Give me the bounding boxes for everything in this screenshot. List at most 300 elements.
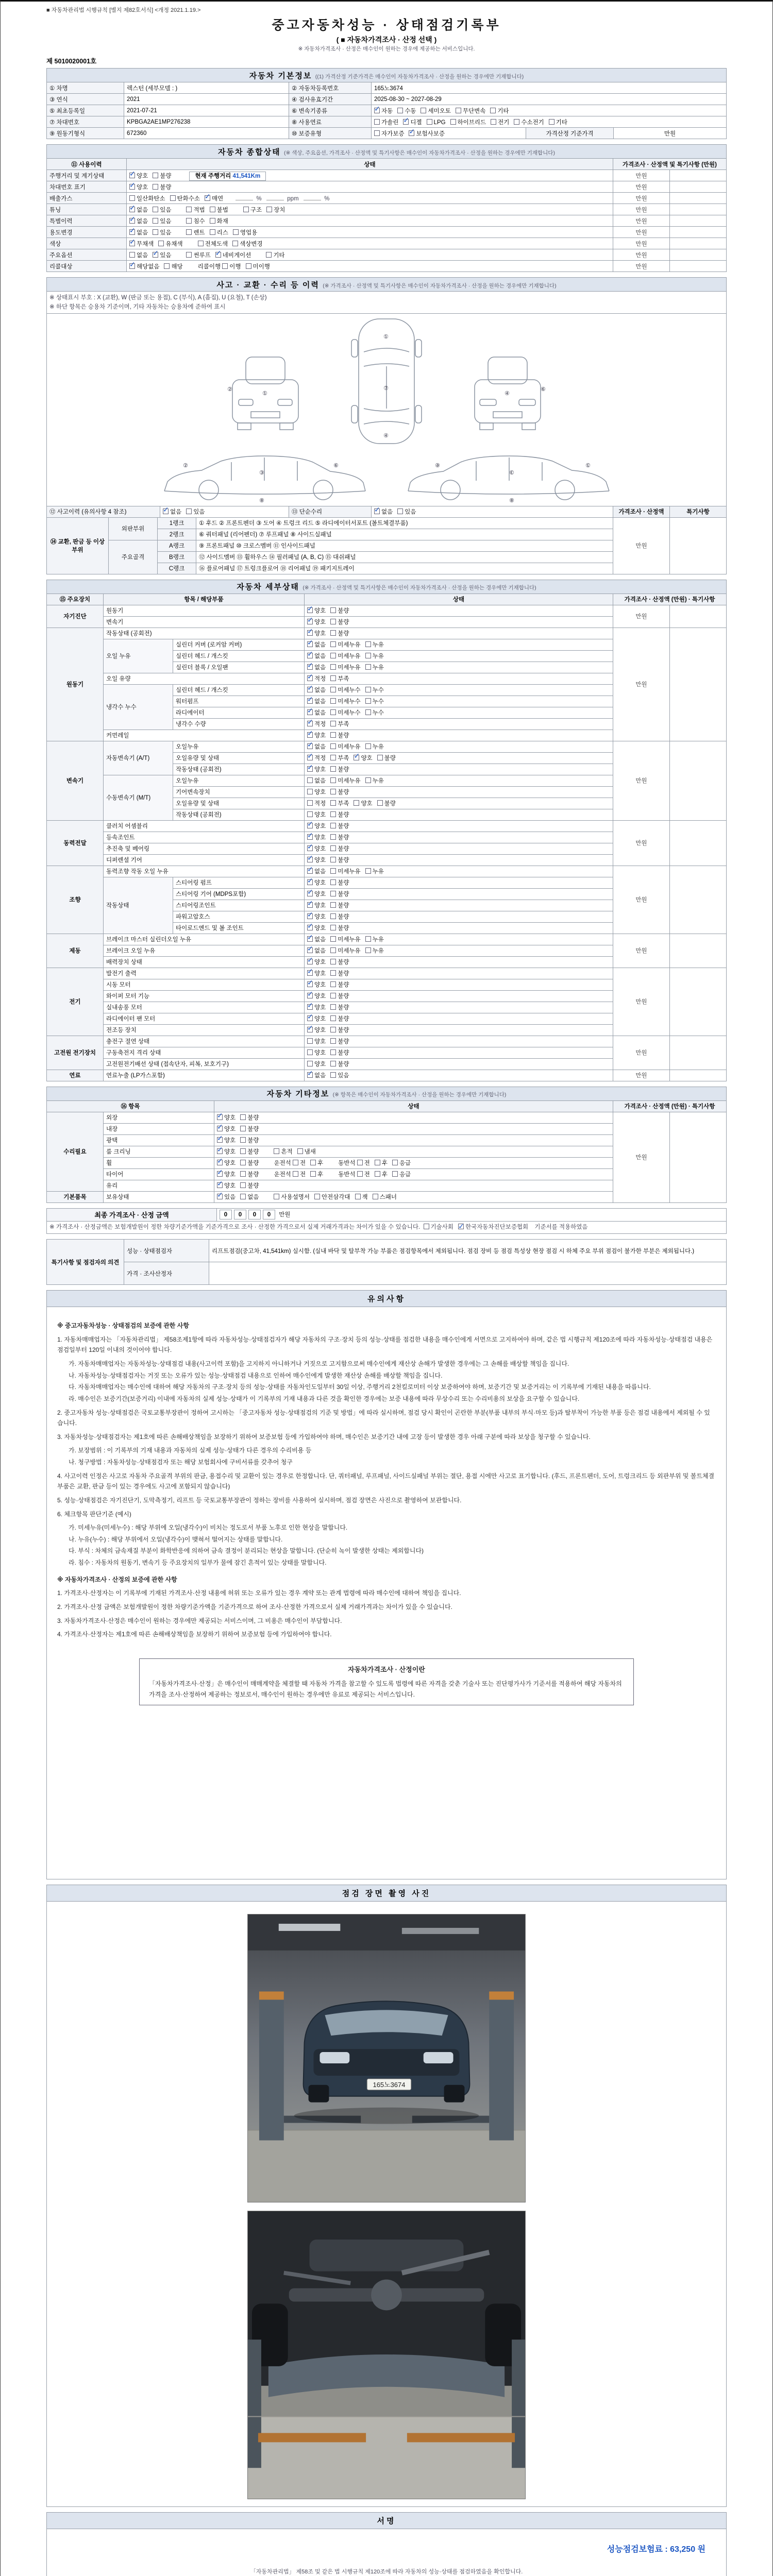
checkbox-매연[interactable] <box>205 194 223 202</box>
checkbox-box-icon[interactable] <box>307 879 313 885</box>
checkbox-부족[interactable] <box>330 799 349 807</box>
checkbox-box-icon[interactable] <box>354 800 359 806</box>
checkbox-네비게이션[interactable] <box>215 251 251 259</box>
checkbox-box-icon[interactable] <box>163 509 169 514</box>
checkbox-box-icon[interactable] <box>217 1114 223 1120</box>
checkbox-box-icon[interactable] <box>424 1224 429 1229</box>
checkbox-누수[interactable] <box>365 708 384 717</box>
checkbox-없음[interactable] <box>307 640 326 649</box>
checkbox-불량[interactable] <box>377 754 396 762</box>
checkbox-미세누유[interactable] <box>330 663 360 671</box>
checkbox-흔적[interactable] <box>274 1147 292 1156</box>
checkbox-스패너[interactable] <box>373 1193 397 1201</box>
checkbox-box-icon[interactable] <box>129 229 135 235</box>
checkbox-box-icon[interactable] <box>307 789 313 794</box>
checkbox-양호[interactable] <box>307 924 326 932</box>
checkbox-불량[interactable] <box>330 1048 349 1057</box>
checkbox-불량[interactable] <box>330 788 349 796</box>
checkbox-없음[interactable] <box>307 867 326 875</box>
checkbox-불량[interactable] <box>330 890 349 898</box>
checkbox-box-icon[interactable] <box>365 641 371 647</box>
checkbox-양호[interactable] <box>307 765 326 773</box>
checkbox-있음[interactable] <box>330 1071 349 1079</box>
checkbox-box-icon[interactable] <box>222 263 228 269</box>
checkbox-양호[interactable] <box>217 1147 236 1156</box>
checkbox-누유[interactable] <box>365 663 384 671</box>
checkbox-box-icon[interactable] <box>314 1194 320 1199</box>
checkbox-box-icon[interactable] <box>330 755 336 760</box>
checkbox-무채색[interactable] <box>129 240 154 248</box>
checkbox-box-icon[interactable] <box>307 777 313 783</box>
checkbox-없음[interactable] <box>307 663 326 671</box>
checkbox-후[interactable] <box>375 1159 388 1167</box>
checkbox-양호[interactable] <box>307 1037 326 1045</box>
checkbox-box-icon[interactable] <box>330 687 336 692</box>
checkbox-box-icon[interactable] <box>374 108 380 113</box>
checkbox-불량[interactable] <box>330 765 349 773</box>
checkbox-box-icon[interactable] <box>409 130 414 136</box>
checkbox-box-icon[interactable] <box>274 1148 279 1154</box>
checkbox-box-icon[interactable] <box>365 868 371 874</box>
checkbox-불량[interactable] <box>240 1125 259 1133</box>
checkbox-box-icon[interactable] <box>392 1171 398 1177</box>
checkbox-box-icon[interactable] <box>373 1194 378 1199</box>
checkbox-화재[interactable] <box>210 217 228 225</box>
checkbox-box-icon[interactable] <box>274 1194 279 1199</box>
checkbox-수동[interactable] <box>397 107 416 115</box>
checkbox-양호[interactable] <box>307 912 326 921</box>
checkbox-box-icon[interactable] <box>330 789 336 794</box>
checkbox-box-icon[interactable] <box>240 1160 246 1165</box>
checkbox-기술사회[interactable] <box>424 1223 453 1232</box>
checkbox-후[interactable] <box>310 1170 323 1178</box>
checkbox-box-icon[interactable] <box>307 811 313 817</box>
checkbox-색상변경[interactable] <box>232 240 262 248</box>
checkbox-양호[interactable] <box>307 992 326 1000</box>
checkbox-전[interactable] <box>293 1170 306 1178</box>
checkbox-box-icon[interactable] <box>307 959 313 964</box>
checkbox-box-icon[interactable] <box>266 207 272 212</box>
checkbox-box-icon[interactable] <box>307 925 313 930</box>
checkbox-불량[interactable] <box>240 1170 259 1178</box>
checkbox-box-icon[interactable] <box>307 732 313 738</box>
checkbox-box-icon[interactable] <box>186 218 192 224</box>
checkbox-box-icon[interactable] <box>307 709 313 715</box>
checkbox-미세누유[interactable] <box>330 640 360 649</box>
checkbox-불량[interactable] <box>240 1136 259 1144</box>
checkbox-box-icon[interactable] <box>240 1148 246 1154</box>
checkbox-box-icon[interactable] <box>330 993 336 998</box>
checkbox-미세누유[interactable] <box>330 776 360 785</box>
checkbox-box-icon[interactable] <box>307 766 313 772</box>
checkbox-양호[interactable] <box>307 1014 326 1023</box>
checkbox-box-icon[interactable] <box>330 868 336 874</box>
checkbox-box-icon[interactable] <box>330 959 336 964</box>
checkbox-box-icon[interactable] <box>217 1148 223 1154</box>
checkbox-불량[interactable] <box>330 901 349 909</box>
checkbox-box-icon[interactable] <box>246 263 251 269</box>
checkbox-box-icon[interactable] <box>232 241 238 246</box>
checkbox-보험사보증[interactable] <box>409 129 445 138</box>
checkbox-box-icon[interactable] <box>307 834 313 840</box>
checkbox-양호[interactable] <box>307 810 326 819</box>
checkbox-box-icon[interactable] <box>330 709 336 715</box>
checkbox-양호[interactable] <box>354 799 372 807</box>
checkbox-box-icon[interactable] <box>129 207 135 212</box>
checkbox-box-icon[interactable] <box>397 108 403 113</box>
checkbox-불량[interactable] <box>153 183 171 191</box>
checkbox-양호[interactable] <box>307 833 326 841</box>
checkbox-box-icon[interactable] <box>330 777 336 783</box>
checkbox-양호[interactable] <box>307 1060 326 1068</box>
checkbox-box-icon[interactable] <box>240 1171 246 1177</box>
checkbox-box-icon[interactable] <box>330 641 336 647</box>
checkbox-불량[interactable] <box>330 878 349 887</box>
checkbox-box-icon[interactable] <box>330 619 336 624</box>
checkbox-box-icon[interactable] <box>307 902 313 908</box>
checkbox-미세누유[interactable] <box>330 652 360 660</box>
checkbox-box-icon[interactable] <box>377 800 383 806</box>
checkbox-양호[interactable] <box>307 958 326 966</box>
checkbox-box-icon[interactable] <box>397 509 403 514</box>
checkbox-양호[interactable] <box>217 1113 236 1122</box>
checkbox-box-icon[interactable] <box>307 891 313 896</box>
checkbox-box-icon[interactable] <box>243 207 249 212</box>
checkbox-양호[interactable] <box>307 731 326 739</box>
price-digit-box[interactable]: 0 <box>248 1210 261 1219</box>
checkbox-box-icon[interactable] <box>330 675 336 681</box>
checkbox-box-icon[interactable] <box>307 1015 313 1021</box>
checkbox-box-icon[interactable] <box>490 108 496 113</box>
checkbox-box-icon[interactable] <box>307 993 313 998</box>
checkbox-적정[interactable] <box>307 754 326 762</box>
checkbox-box-icon[interactable] <box>307 845 313 851</box>
checkbox-box-icon[interactable] <box>186 207 192 212</box>
checkbox-침수[interactable] <box>186 217 205 225</box>
checkbox-있음[interactable] <box>186 507 205 516</box>
checkbox-box-icon[interactable] <box>307 630 313 636</box>
checkbox-양호[interactable] <box>217 1125 236 1133</box>
checkbox-box-icon[interactable] <box>307 687 313 692</box>
checkbox-적정[interactable] <box>307 720 326 728</box>
checkbox-있음[interactable] <box>217 1193 236 1201</box>
checkbox-불량[interactable] <box>330 629 349 637</box>
checkbox-box-icon[interactable] <box>357 1160 363 1165</box>
checkbox-사용설명서[interactable] <box>274 1193 310 1201</box>
checkbox-있음[interactable] <box>153 217 171 225</box>
checkbox-적정[interactable] <box>307 799 326 807</box>
checkbox-box-icon[interactable] <box>549 119 554 125</box>
checkbox-없음[interactable] <box>240 1193 259 1201</box>
checkbox-box-icon[interactable] <box>330 981 336 987</box>
checkbox-box-icon[interactable] <box>458 1224 464 1229</box>
checkbox-누유[interactable] <box>365 935 384 943</box>
checkbox-box-icon[interactable] <box>330 1072 336 1078</box>
checkbox-box-icon[interactable] <box>153 207 158 212</box>
checkbox-box-icon[interactable] <box>307 913 313 919</box>
checkbox-box-icon[interactable] <box>330 834 336 840</box>
checkbox-전[interactable] <box>293 1159 306 1167</box>
checkbox-box-icon[interactable] <box>307 698 313 704</box>
checkbox-box-icon[interactable] <box>330 1061 336 1066</box>
checkbox-box-icon[interactable] <box>330 925 336 930</box>
checkbox-box-icon[interactable] <box>170 195 176 201</box>
checkbox-box-icon[interactable] <box>307 1004 313 1010</box>
checkbox-box-icon[interactable] <box>377 755 383 760</box>
checkbox-box-icon[interactable] <box>186 229 192 235</box>
checkbox-box-icon[interactable] <box>330 879 336 885</box>
checkbox-안전삼각대[interactable] <box>314 1193 350 1201</box>
checkbox-box-icon[interactable] <box>330 970 336 976</box>
checkbox-불량[interactable] <box>330 958 349 966</box>
checkbox-box-icon[interactable] <box>330 766 336 772</box>
checkbox-양호[interactable] <box>307 788 326 796</box>
checkbox-불량[interactable] <box>330 1037 349 1045</box>
checkbox-자동[interactable] <box>374 107 393 115</box>
checkbox-box-icon[interactable] <box>307 970 313 976</box>
checkbox-box-icon[interactable] <box>205 195 210 201</box>
checkbox-box-icon[interactable] <box>330 664 336 670</box>
checkbox-누유[interactable] <box>365 652 384 660</box>
checkbox-가솔린[interactable] <box>374 118 398 126</box>
checkbox-box-icon[interactable] <box>210 207 215 212</box>
checkbox-불량[interactable] <box>330 810 349 819</box>
checkbox-box-icon[interactable] <box>129 241 135 246</box>
checkbox-양호[interactable] <box>307 844 326 853</box>
checkbox-LPG[interactable] <box>427 119 446 126</box>
checkbox-box-icon[interactable] <box>355 1194 361 1199</box>
checkbox-없음[interactable] <box>307 652 326 660</box>
checkbox-box-icon[interactable] <box>330 891 336 896</box>
checkbox-box-icon[interactable] <box>307 755 313 760</box>
checkbox-영업용[interactable] <box>233 228 257 236</box>
checkbox-box-icon[interactable] <box>153 173 158 178</box>
checkbox-불량[interactable] <box>330 731 349 739</box>
checkbox-box-icon[interactable] <box>330 1004 336 1010</box>
checkbox-누유[interactable] <box>365 867 384 875</box>
checkbox-전기[interactable] <box>491 118 509 126</box>
checkbox-box-icon[interactable] <box>233 229 239 235</box>
checkbox-양호[interactable] <box>307 606 326 615</box>
inspector-opinion[interactable]: 리프트점검(중고차, 41,541km) 실시함. (실내 바닥 및 탈부착 가능 부품은 점검항목에서 제외됩니다. 점검 장비 등 점검 특성상 현장 점검 시 하체 주요 부위 점검이 불가한 부분은 제외됩니다.) <box>209 1240 727 1262</box>
checkbox-box-icon[interactable] <box>217 1171 223 1177</box>
checkbox-box-icon[interactable] <box>164 263 170 269</box>
checkbox-썬루프[interactable] <box>186 251 210 259</box>
checkbox-box-icon[interactable] <box>330 823 336 828</box>
checkbox-box-icon[interactable] <box>129 263 135 269</box>
checkbox-불량[interactable] <box>330 618 349 626</box>
checkbox-양호[interactable] <box>307 1048 326 1057</box>
checkbox-전체도색[interactable] <box>198 240 228 248</box>
checkbox-box-icon[interactable] <box>240 1126 246 1131</box>
checkbox-양호[interactable] <box>217 1159 236 1167</box>
price-digit-box[interactable]: 0 <box>220 1210 232 1219</box>
checkbox-box-icon[interactable] <box>307 936 313 942</box>
checkbox-세미오토[interactable] <box>421 107 450 115</box>
checkbox-box-icon[interactable] <box>215 252 221 258</box>
checkbox-box-icon[interactable] <box>392 1160 398 1165</box>
checkbox-box-icon[interactable] <box>293 1160 298 1165</box>
checkbox-box-icon[interactable] <box>365 936 371 942</box>
checkbox-box-icon[interactable] <box>365 709 371 715</box>
checkbox-box-icon[interactable] <box>330 1015 336 1021</box>
checkbox-불량[interactable] <box>330 924 349 932</box>
checkbox-적법[interactable] <box>186 206 205 214</box>
checkbox-없음[interactable] <box>307 946 326 955</box>
checkbox-불량[interactable] <box>330 833 349 841</box>
checkbox-미세누유[interactable] <box>330 935 360 943</box>
checkbox-없음[interactable] <box>163 507 181 516</box>
checkbox-box-icon[interactable] <box>375 1160 380 1165</box>
checkbox-box-icon[interactable] <box>365 698 371 704</box>
checkbox-없음[interactable] <box>307 697 326 705</box>
checkbox-한국자동차진단보증협회[interactable] <box>458 1223 528 1232</box>
checkbox-box-icon[interactable] <box>330 811 336 817</box>
checkbox-box-icon[interactable] <box>307 868 313 874</box>
checkbox-있음[interactable] <box>153 206 171 214</box>
appraiser-opinion[interactable] <box>209 1262 727 1285</box>
checkbox-양호[interactable] <box>307 878 326 887</box>
checkbox-box-icon[interactable] <box>354 755 359 760</box>
checkbox-box-icon[interactable] <box>456 108 461 113</box>
checkbox-box-icon[interactable] <box>365 743 371 749</box>
checkbox-box-icon[interactable] <box>307 664 313 670</box>
checkbox-해당없음[interactable] <box>129 262 159 270</box>
price-digit-box[interactable]: 0 <box>263 1210 275 1219</box>
checkbox-양호[interactable] <box>217 1170 236 1178</box>
checkbox-적정[interactable] <box>307 674 326 683</box>
checkbox-전[interactable] <box>357 1159 370 1167</box>
checkbox-box-icon[interactable] <box>186 252 192 258</box>
checkbox-box-icon[interactable] <box>375 1171 380 1177</box>
checkbox-box-icon[interactable] <box>330 698 336 704</box>
checkbox-box-icon[interactable] <box>217 1194 223 1199</box>
checkbox-box-icon[interactable] <box>307 743 313 749</box>
checkbox-box-icon[interactable] <box>307 857 313 862</box>
checkbox-기타[interactable] <box>549 118 567 126</box>
checkbox-box-icon[interactable] <box>365 687 371 692</box>
checkbox-양호[interactable] <box>307 618 326 626</box>
checkbox-box-icon[interactable] <box>266 252 272 258</box>
checkbox-일산화탄소[interactable] <box>129 194 165 202</box>
checkbox-불량[interactable] <box>330 1026 349 1034</box>
checkbox-불량[interactable] <box>330 980 349 989</box>
checkbox-box-icon[interactable] <box>365 664 371 670</box>
checkbox-box-icon[interactable] <box>307 653 313 658</box>
checkbox-이행[interactable] <box>222 262 241 270</box>
checkbox-양호[interactable] <box>129 172 148 180</box>
checkbox-box-icon[interactable] <box>491 119 496 125</box>
checkbox-불량[interactable] <box>330 1060 349 1068</box>
checkbox-box-icon[interactable] <box>310 1171 316 1177</box>
checkbox-box-icon[interactable] <box>307 1027 313 1032</box>
checkbox-box-icon[interactable] <box>330 913 336 919</box>
checkbox-미세누유[interactable] <box>330 867 360 875</box>
checkbox-미세누유[interactable] <box>330 742 360 751</box>
checkbox-양호[interactable] <box>307 1026 326 1034</box>
checkbox-box-icon[interactable] <box>129 195 135 201</box>
checkbox-불량[interactable] <box>330 969 349 977</box>
checkbox-없음[interactable] <box>129 217 148 225</box>
checkbox-누유[interactable] <box>365 946 384 955</box>
checkbox-기타[interactable] <box>266 251 284 259</box>
checkbox-불량[interactable] <box>330 1003 349 1011</box>
checkbox-양호[interactable] <box>217 1136 236 1144</box>
checkbox-냄새[interactable] <box>297 1147 316 1156</box>
checkbox-box-icon[interactable] <box>330 800 336 806</box>
checkbox-미세누유[interactable] <box>330 946 360 955</box>
checkbox-box-icon[interactable] <box>514 119 519 125</box>
checkbox-불량[interactable] <box>153 172 171 180</box>
checkbox-양호[interactable] <box>307 822 326 830</box>
checkbox-box-icon[interactable] <box>403 119 409 125</box>
checkbox-자가보증[interactable] <box>374 129 404 138</box>
checkbox-응급[interactable] <box>392 1159 411 1167</box>
checkbox-box-icon[interactable] <box>153 218 158 224</box>
checkbox-있음[interactable] <box>397 507 416 516</box>
checkbox-box-icon[interactable] <box>421 108 426 113</box>
checkbox-장치[interactable] <box>266 206 285 214</box>
checkbox-누유[interactable] <box>365 776 384 785</box>
checkbox-box-icon[interactable] <box>374 119 380 125</box>
checkbox-없음[interactable] <box>307 708 326 717</box>
checkbox-box-icon[interactable] <box>365 653 371 658</box>
checkbox-없음[interactable] <box>307 935 326 943</box>
checkbox-불량[interactable] <box>330 856 349 864</box>
checkbox-불량[interactable] <box>330 912 349 921</box>
checkbox-불량[interactable] <box>330 606 349 615</box>
checkbox-box-icon[interactable] <box>129 252 135 258</box>
checkbox-있음[interactable] <box>153 228 171 236</box>
checkbox-기타[interactable] <box>490 107 509 115</box>
checkbox-box-icon[interactable] <box>307 721 313 726</box>
checkbox-누유[interactable] <box>365 742 384 751</box>
checkbox-box-icon[interactable] <box>210 218 215 224</box>
checkbox-box-icon[interactable] <box>217 1160 223 1165</box>
checkbox-누수[interactable] <box>365 697 384 705</box>
checkbox-box-icon[interactable] <box>153 229 158 235</box>
checkbox-box-icon[interactable] <box>330 1049 336 1055</box>
checkbox-box-icon[interactable] <box>307 675 313 681</box>
checkbox-box-icon[interactable] <box>330 857 336 862</box>
checkbox-디젤[interactable] <box>403 118 422 126</box>
checkbox-box-icon[interactable] <box>293 1171 298 1177</box>
checkbox-box-icon[interactable] <box>330 630 336 636</box>
checkbox-box-icon[interactable] <box>307 823 313 828</box>
checkbox-box-icon[interactable] <box>330 947 336 953</box>
checkbox-없음[interactable] <box>129 206 148 214</box>
checkbox-box-icon[interactable] <box>310 1160 316 1165</box>
checkbox-box-icon[interactable] <box>307 619 313 624</box>
checkbox-box-icon[interactable] <box>129 173 135 178</box>
checkbox-box-icon[interactable] <box>357 1171 363 1177</box>
checkbox-응급[interactable] <box>392 1170 411 1178</box>
checkbox-불량[interactable] <box>330 1014 349 1023</box>
checkbox-box-icon[interactable] <box>217 1126 223 1131</box>
checkbox-box-icon[interactable] <box>297 1148 303 1154</box>
checkbox-box-icon[interactable] <box>153 184 158 190</box>
checkbox-box-icon[interactable] <box>330 1027 336 1032</box>
checkbox-양호[interactable] <box>307 980 326 989</box>
checkbox-잭[interactable] <box>355 1193 368 1201</box>
checkbox-box-icon[interactable] <box>307 607 313 613</box>
checkbox-무단변속[interactable] <box>456 107 485 115</box>
price-digit-box[interactable]: 0 <box>234 1210 246 1219</box>
checkbox-box-icon[interactable] <box>210 229 215 235</box>
checkbox-미세누수[interactable] <box>330 708 360 717</box>
checkbox-후[interactable] <box>375 1170 388 1178</box>
checkbox-없음[interactable] <box>307 742 326 751</box>
